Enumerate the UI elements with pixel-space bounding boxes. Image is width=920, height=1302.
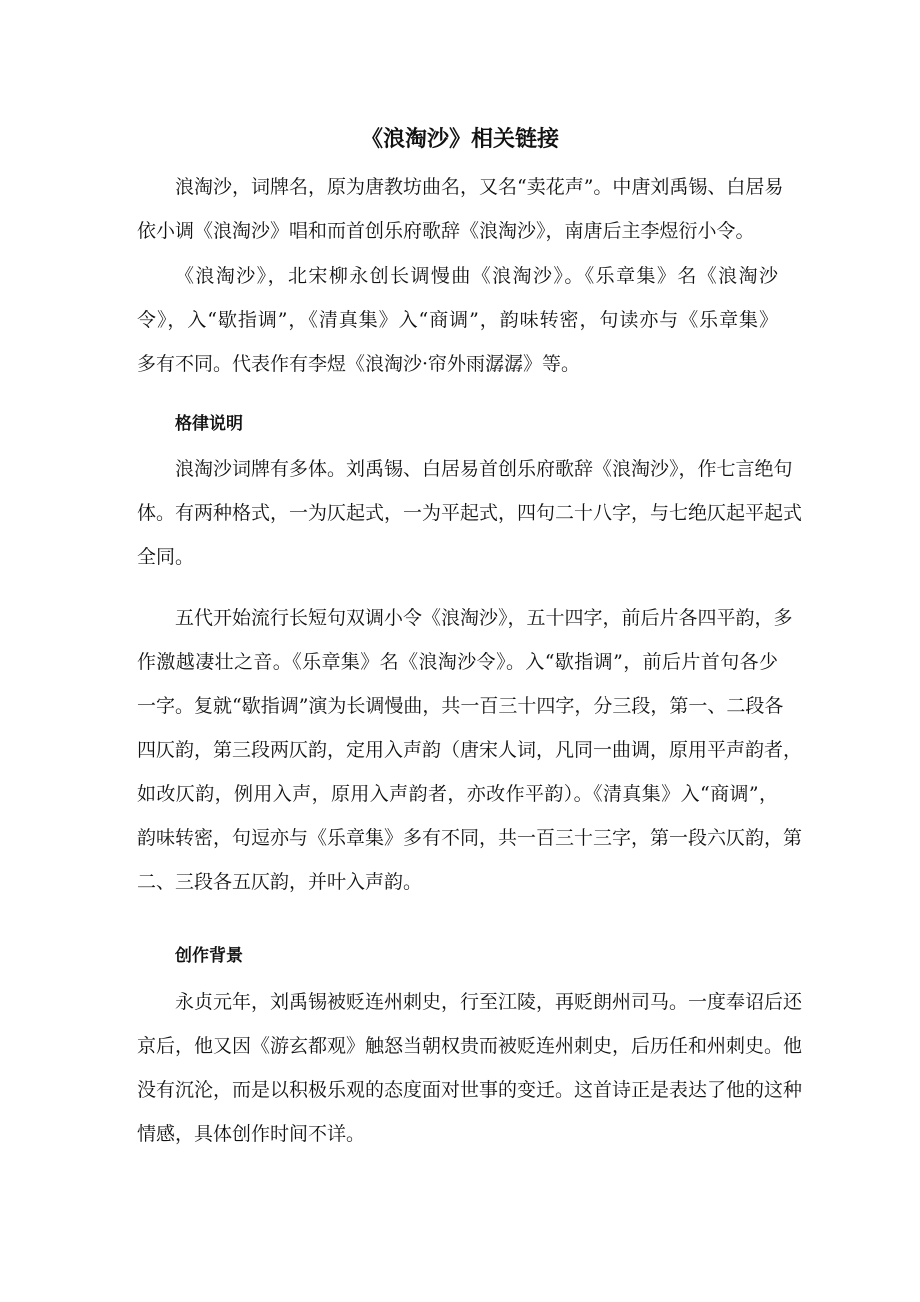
paragraph-line: 五代开始流行长短句双调小令《浪淘沙》，五十四字，前后片各四平韵，多 <box>175 607 793 629</box>
paragraph-line: 作激越凄壮之音。《乐章集》名《浪淘沙令》。入“歇指调”，前后片首句各少 <box>137 651 778 673</box>
paragraph-line: 没有沉沦，而是以积极乐观的态度面对世事的变迁。这首诗正是表达了他的这种 <box>137 1079 803 1101</box>
paragraph-line: 二、三段各五仄韵，并叶入声韵。 <box>137 871 423 893</box>
paragraph-line: 如改仄韵，例用入声，原用入声韵者，亦改作平韵）。《清真集》入“商调”， <box>137 783 778 805</box>
section-heading: 创作背景 <box>175 946 243 966</box>
paragraph-line: 依小调《浪淘沙》唱和而首创乐府歌辞《浪淘沙》，南唐后主李煜衍小令。 <box>137 220 755 242</box>
paragraph-line: 情感，具体创作时间不详。 <box>137 1123 366 1145</box>
paragraph-line: 《浪淘沙》，北宋柳永创长调慢曲《浪淘沙》。《乐章集》名《浪淘沙 <box>175 265 778 287</box>
paragraph-line: 全同。 <box>137 546 195 568</box>
paragraph-line: 京后，他又因《游玄都观》触怒当朝权贵而被贬连州刺史，后历任和州刺史。他 <box>137 1035 803 1057</box>
paragraph-line: 韵味转密，句逗亦与《乐章集》多有不同，共一百三十三字，第一段六仄韵，第 <box>137 827 803 849</box>
paragraph-line: 四仄韵，第三段两仄韵，定用入声韵（唐宋人词，凡同一曲调，原用平声韵者， <box>137 739 803 761</box>
paragraph-line: 令》，入“歇指调”，《清真集》入“商调”，韵味转密，句读亦与《乐章集》 <box>137 309 778 331</box>
paragraph-line: 浪淘沙词牌有多体。刘禹锡、白居易首创乐府歌辞《浪淘沙》，作七言绝句 <box>175 458 793 480</box>
paragraph-line: 体。有两种格式，一为仄起式，一为平起式，四句二十八字，与七绝仄起平起式 <box>137 502 803 524</box>
paragraph-line: 浪淘沙，词牌名，原为唐教坊曲名，又名“卖花声”。中唐刘禹锡、白居易 <box>175 176 784 198</box>
section-heading: 格律说明 <box>175 414 243 434</box>
page-title: 《浪淘沙》相关链接 <box>360 127 559 152</box>
paragraph-line: 多有不同。代表作有李煜《浪淘沙·帘外雨潺潺》等。 <box>137 353 581 375</box>
paragraph-line: 一字。复就“歇指调”演为长调慢曲，共一百三十四字，分三段，第一、二段各 <box>137 695 784 717</box>
paragraph-line: 永贞元年，刘禹锡被贬连州刺史，行至江陵，再贬朗州司马。一度奉诏后还 <box>175 991 803 1013</box>
